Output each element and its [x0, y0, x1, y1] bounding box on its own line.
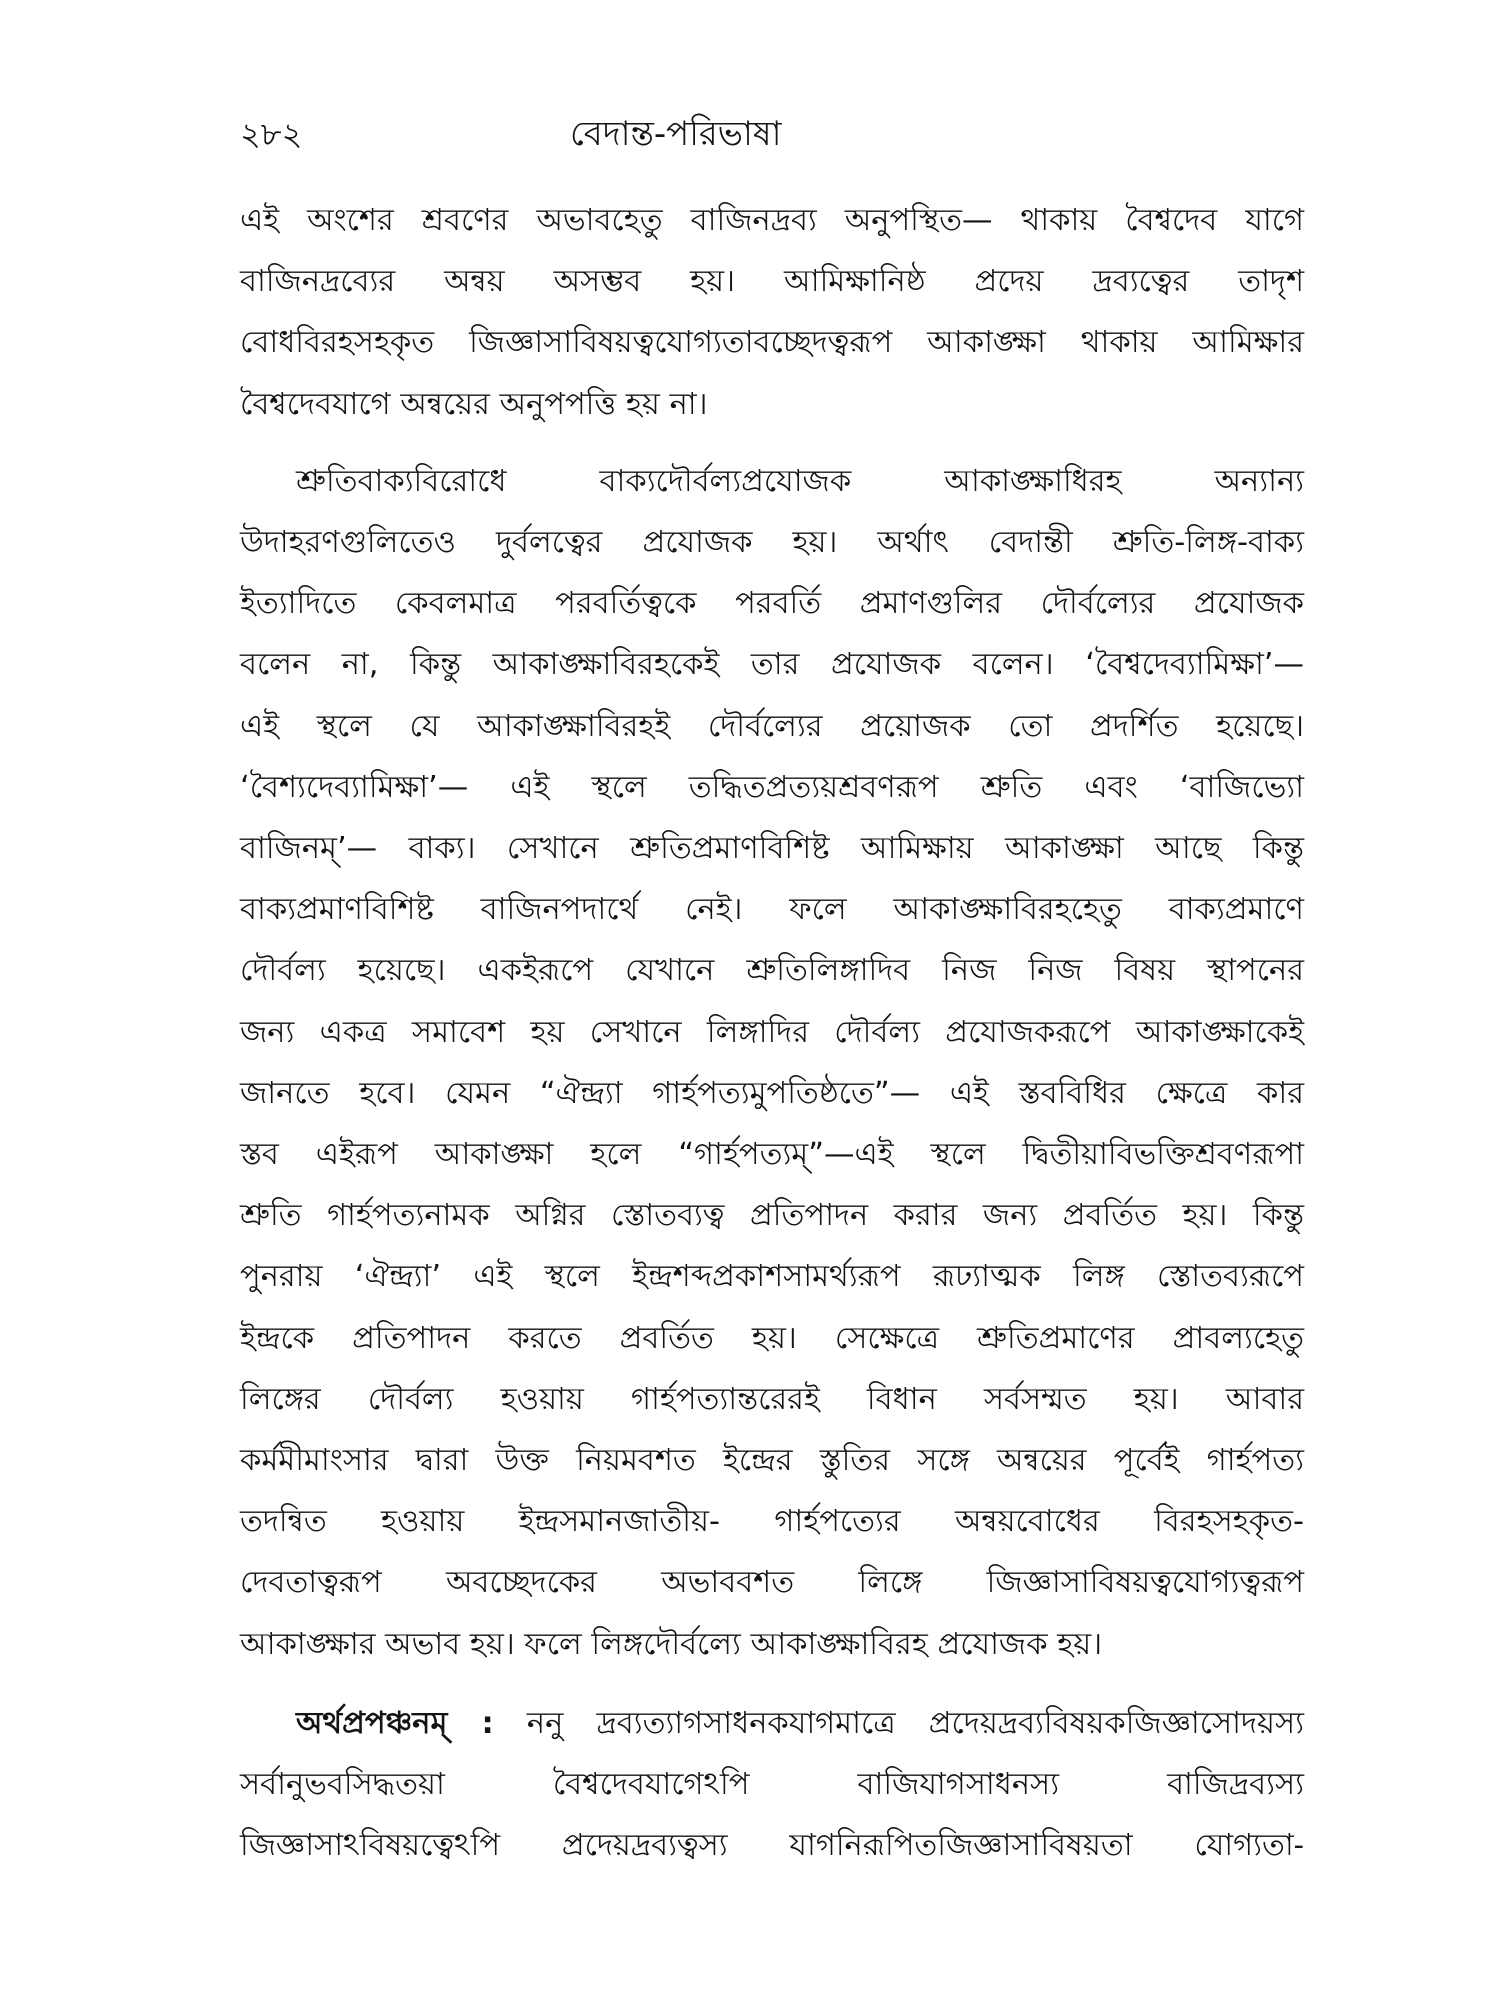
- text-line: বাজিনম্’— বাক্য। সেখানে শ্রুতিপ্রমাণবিশিষ্ট আমিক্ষায় আকাঙ্ক্ষা আছে কিন্তু: [240, 831, 1304, 867]
- text-line: শ্রুতিবাক্যবিরোধে বাক্যদৌর্বল্যপ্রযোজক আকাঙ্ক্ষাধিরহ অন্যান্য: [296, 463, 1304, 499]
- text-line: বাক্যপ্রমাণবিশিষ্ট বাজিনপদার্থে নেই। ফলে আকাঙ্ক্ষাবিরহহেতু বাক্যপ্রমাণে: [240, 892, 1304, 928]
- text-line: এই অংশের শ্রবণের অভাবহেতু বাজিনদ্রব্য অনুপস্থিত— থাকায় বৈশ্বদেব যাগে: [240, 203, 1304, 238]
- text-line: ইত্যাদিতে কেবলমাত্র পরবর্তিত্বকে পরবর্তি প্রমাণগুলির দৌর্বল্যের প্রযোজক: [240, 586, 1304, 622]
- text-line: স্তব এইরূপ আকাঙ্ক্ষা হলে “গার্হপত্যম্”—এই স্থলে দ্বিতীয়াবিভক্তিশ্রবণরূপা: [240, 1137, 1304, 1173]
- text-line: তদন্বিত হওয়ায় ইন্দ্রসমানজাতীয়- গার্হপত্যের অন্বয়বোধের বিরহসহকৃত-: [240, 1504, 1304, 1540]
- text-line: [240, 1693, 1304, 1754]
- text-line: লিঙ্গের দৌর্বল্য হওয়ায় গার্হপত্যান্তরেরই বিধান সর্বসম্মত হয়। আবার: [240, 1381, 1304, 1417]
- page-header: [240, 108, 1304, 168]
- sanskrit-line: সর্বানুভবসিদ্ধতয়া বৈশ্বদেবযাগেঽপি বাজিযাগসাধনস্য বাজিদ্রব্যস্য: [240, 1767, 1304, 1803]
- section-term: অর্থপ্রপঞ্চনম্ :: [296, 1705, 494, 1741]
- text-line: বোধবিরহসহকৃত জিজ্ঞাসাবিষয়ত্বযোগ্যতাবচ্ছেদত্বরূপ আকাঙ্ক্ষা থাকায় আমিক্ষার: [240, 325, 1304, 361]
- artha-prapanchanam-section: [240, 1693, 1304, 1877]
- paragraph-1: [240, 190, 1304, 435]
- text-line: জানতে হবে। যেমন “ঐন্দ্র্যা গার্হপত্যমুপতিষ্ঠতে”— এই স্তববিধির ক্ষেত্রে কার: [240, 1075, 1304, 1111]
- text-line: আকাঙ্ক্ষার অভাব হয়। ফলে লিঙ্গদৌর্বল্যে আকাঙ্ক্ষাবিরহ প্রযোজক হয়।: [240, 1626, 1103, 1662]
- text-line: কর্মমীমাংসার দ্বারা উক্ত নিয়মবশত ইন্দ্রের স্তুতির সঙ্গে অন্বয়ের পূর্বেই গার্হপত্য: [240, 1443, 1304, 1479]
- text-line: বাজিনদ্রব্যের অন্বয় অসম্ভব হয়। আমিক্ষানিষ্ঠ প্রদেয় দ্রব্যত্বের তাদৃশ: [240, 264, 1304, 300]
- text-line: শ্রুতি গার্হপত্যনামক অগ্নির স্তোতব্যত্ব প্রতিপাদন করার জন্য প্রবর্তিত হয়। কিন্তু: [240, 1198, 1304, 1234]
- text-line: উদাহরণগুলিতেও দুর্বলত্বের প্রযোজক হয়। অর্থাৎ বেদান্তী শ্রুতি-লিঙ্গ-বাক্য: [240, 525, 1304, 561]
- text-line: বলেন না, কিন্তু আকাঙ্ক্ষাবিরহকেই তার প্রযোজক বলেন। ‘বৈশ্বদেব্যামিক্ষা’—: [240, 647, 1304, 683]
- text-line: বৈশ্বদেবযাগে অন্বয়ের অনুপপত্তি হয় না।: [240, 386, 708, 422]
- sanskrit-text: ননু দ্রব্যত্যাগসাধনকযাগমাত্রে প্রদেয়দ্রব্যবিষয়কজিজ্ঞাসোদয়স্য: [526, 1705, 1304, 1741]
- text-line: ‘বৈশ্যদেব্যামিক্ষা’— এই স্থলে তদ্ধিতপ্রত্যয়শ্রবণরূপ শ্রুতি এবং ‘বাজিভ্যো: [240, 769, 1304, 805]
- text-line: দৌর্বল্য হয়েছে। একইরূপে যেখানে শ্রুতিলিঙ্গাদিব নিজ নিজ বিষয় স্থাপনের: [240, 953, 1304, 989]
- page-number: ২৮২: [240, 115, 303, 153]
- text-line: পুনরায় ‘ঐন্দ্র্যা’ এই স্থলে ইন্দ্রশব্দপ্রকাশসামর্থ্যরূপ রূঢ্যাত্মক লিঙ্গ স্তোতব্যরূপে: [240, 1259, 1304, 1295]
- paragraph-2: [240, 451, 1304, 1675]
- sanskrit-line: জিজ্ঞাসাঽবিষয়ত্বেঽপি প্রদেয়দ্রব্যত্বস্য যাগনিরূপিতজিজ্ঞাসাবিষয়তা যোগ্যতা-: [240, 1828, 1304, 1864]
- running-title: বেদান্ত-পরিভাষা: [570, 114, 782, 154]
- text-line: জন্য একত্র সমাবেশ হয় সেখানে লিঙ্গাদির দৌর্বল্য প্রযোজকরূপে আকাঙ্ক্ষাকেই: [240, 1014, 1304, 1050]
- text-line: ইন্দ্রকে প্রতিপাদন করতে প্রবর্তিত হয়। সেক্ষেত্রে শ্রুতিপ্রমাণের প্রাবল্যহেতু: [240, 1320, 1304, 1356]
- text-line: দেবতাত্বরূপ অবচ্ছেদকের অভাববশত লিঙ্গে জিজ্ঞাসাবিষয়ত্বযোগ্যত্বরূপ: [240, 1565, 1304, 1601]
- text-line: এই স্থলে যে আকাঙ্ক্ষাবিরহই দৌর্বল্যের প্রয়োজক তো প্রদর্শিত হয়েছে।: [240, 708, 1304, 744]
